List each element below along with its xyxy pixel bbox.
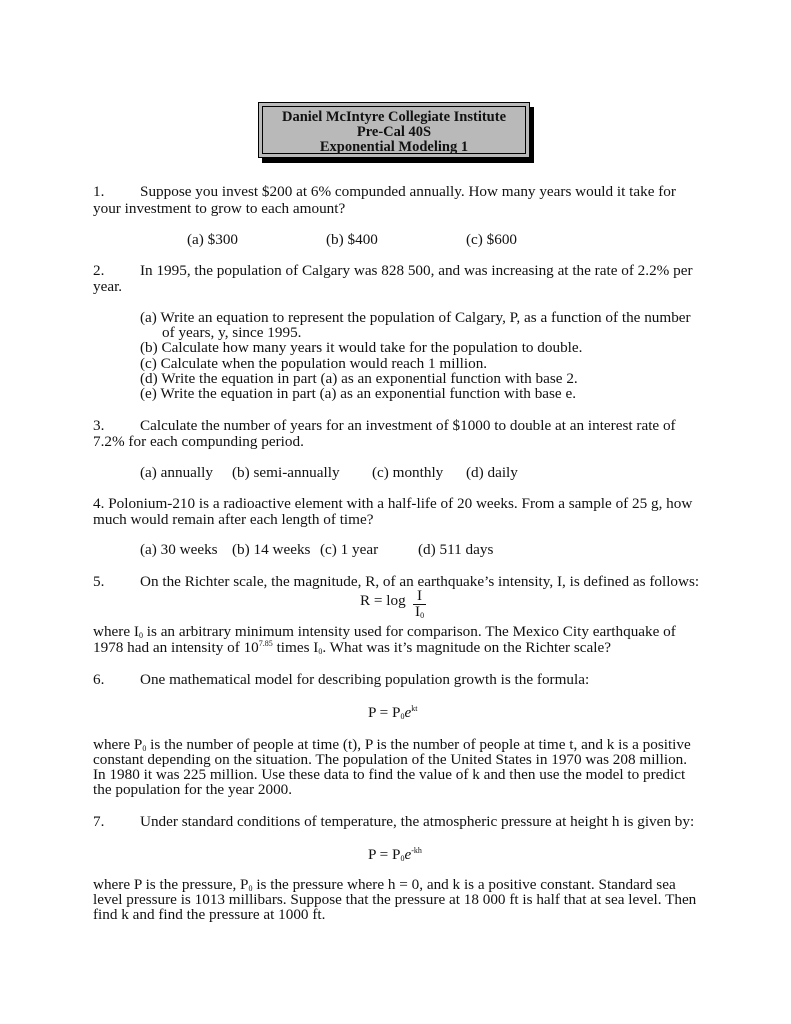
q6-text-line3: constant depending on the situation. The population of the United States in 1970 was 208 million.: [93, 751, 688, 768]
q4-text-line2: much would remain after each length of time?: [93, 511, 374, 528]
q7-number: 7.: [93, 813, 105, 830]
q3-option-c: (c) monthly: [372, 464, 444, 481]
q3-option-b: (b) semi-annually: [232, 464, 340, 481]
q6-text-line5: the population for the year 2000.: [93, 781, 293, 798]
q2-part-e: (e) Write the equation in part (a) as an exponential function with base e.: [140, 385, 577, 402]
growth-formula: $P = P_0e^{kt}$: [368, 704, 418, 721]
richter-formula-denominator: $I_0$: [415, 603, 425, 620]
q7-text-line3: level pressure is 1013 millibars. Suppose that the pressure at 18 000 ft is half that at sea level. Then: [93, 891, 697, 908]
q1-number: 1.: [93, 183, 105, 200]
q5-number: 5.: [93, 573, 105, 590]
q3-option-a: (a) annually: [140, 464, 213, 481]
q1-option-c: (c) $600: [466, 231, 518, 248]
q1-text-line1: Suppose you invest $200 at 6% compunded annually. How many years would it take for: [140, 183, 676, 200]
q1-option-a: (a) $300: [187, 231, 239, 248]
q6-text-line1: One mathematical model for describing population growth is the formula:: [140, 671, 590, 688]
q1-option-b: (b) $400: [326, 231, 378, 248]
q2-part-a-cont: of years, y, since 1995.: [162, 324, 302, 341]
course-name: Pre-Cal 40S: [356, 124, 432, 140]
q4-text-line1: 4. Polonium-210 is a radioactive element with a half-life of 20 weeks. From a sample of 25 g, how: [93, 495, 693, 512]
q3-text-line1: Calculate the number of years for an investment of $1000 to double at an interest rate of: [140, 417, 676, 434]
q4-option-c: (c) 1 year: [320, 541, 379, 558]
q2-text-line2: year.: [93, 278, 123, 295]
q2-part-d: (d) Write the equation in part (a) as an exponential function with base 2.: [140, 370, 578, 387]
q3-text-line2: 7.2% for each compunding period.: [93, 433, 304, 450]
q7-text-line1: Under standard conditions of temperature, the atmospheric pressure at height h is given by:: [140, 813, 695, 830]
q6-text-line4: In 1980 it was 225 million. Use these data to find the value of k and then use the model to predict: [93, 766, 686, 783]
q7-text-line4: find k and find the pressure at 1000 ft.: [93, 906, 326, 923]
q2-part-c: (c) Calculate when the population would reach 1 million.: [140, 355, 488, 372]
q4-option-d: (d) 511 days: [418, 541, 494, 558]
richter-formula-numerator: I: [417, 587, 423, 604]
q7-text-line2: where P is the pressure, $P_0$ is the pressure where h = 0, and k is a positive constant. Standard sea: [93, 876, 676, 893]
q6-text-line2: where $P_0$ is the number of people at time (t), P is the number of people at time t, and k is a positive: [93, 736, 691, 753]
pressure-formula: $P = P_0e^{-kh}$: [368, 846, 422, 863]
q3-number: 3.: [93, 417, 105, 434]
q6-number: 6.: [93, 671, 105, 688]
q2-text-line1: In 1995, the population of Calgary was 828 500, and was increasing at the rate of 2.2% per: [140, 262, 693, 279]
q1-text-line2: your investment to grow to each amount?: [93, 200, 346, 217]
q2-number: 2.: [93, 262, 105, 279]
q5-text-line3: 1978 had an intensity of $10^{7.85}$ times $I_0$. What was it’s magnitude on the Richter scale?: [93, 639, 611, 656]
title-box: [258, 102, 530, 158]
worksheet-title: Exponential Modeling 1: [319, 139, 469, 155]
school-name: Daniel McIntyre Collegiate Institute: [281, 109, 507, 125]
q4-option-b: (b) 14 weeks: [232, 541, 311, 558]
q3-option-d: (d) daily: [466, 464, 518, 481]
q4-option-a: (a) 30 weeks: [140, 541, 218, 558]
q2-part-a: (a) Write an equation to represent the population of Calgary, P, as a function of the number: [140, 309, 691, 326]
q5-text-line1: On the Richter scale, the magnitude, R, of an earthquake’s intensity, I, is defined as follows:: [140, 573, 700, 590]
q5-text-line2: where $I_0$ is an arbitrary minimum intensity used for comparison. The Mexico City earthquake of: [93, 623, 676, 640]
richter-formula-lhs: R = log: [360, 592, 406, 609]
q2-part-b: (b) Calculate how many years it would take for the population to double.: [140, 339, 583, 356]
